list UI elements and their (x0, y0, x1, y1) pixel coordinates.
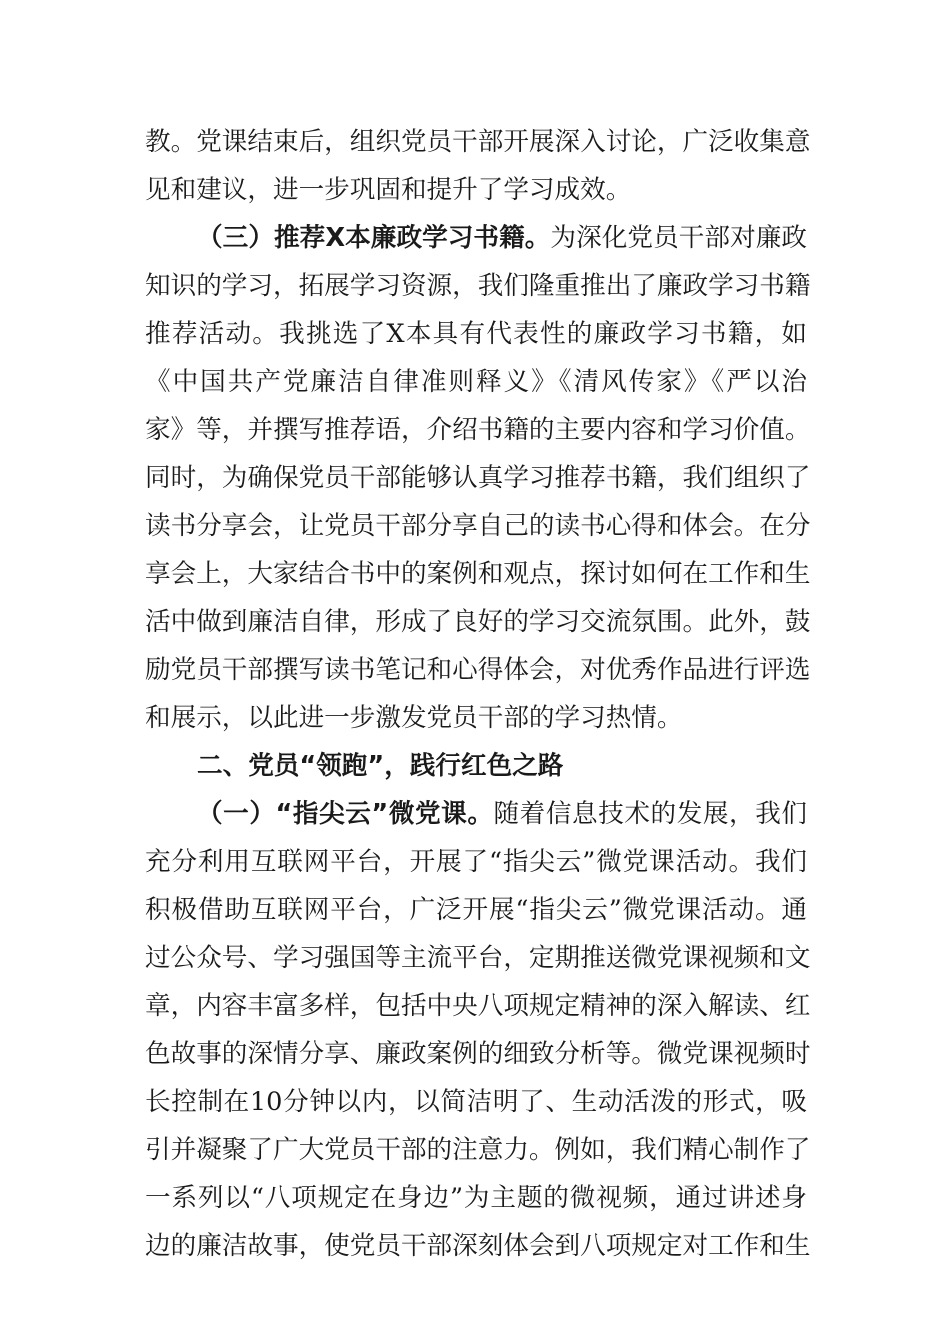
paragraph-line: 和展示，以此进一步激发党员干部的学习热情。 (145, 703, 683, 733)
paragraph-line: 活中做到廉洁自律，形成了良好的学习交流氛围。此外，鼓 (145, 607, 811, 637)
paragraph-line (145, 216, 807, 264)
paragraph-line: 享会上，大家结合书中的案例和观点，探讨如何在工作和生 (145, 559, 811, 589)
paragraph-line: 一系列以“八项规定在身边”为主题的微视频，通过讲述身 (145, 1183, 807, 1213)
section-heading: 二、党员“领跑”，践行红色之路 (197, 751, 564, 781)
document-page (145, 120, 811, 1272)
paragraph-line: 推荐活动。我挑选了X本具有代表性的廉政学习书籍，如 (145, 319, 807, 349)
paragraph-line: 充分利用互联网平台，开展了“指尖云”微党课活动。我们 (145, 847, 807, 877)
paragraph-line: 《中国共产党廉洁自律准则释义》《清风传家》《严以治 (145, 367, 807, 397)
paragraph-line: 引并凝聚了广大党员干部的注意力。例如，我们精心制作了 (145, 1135, 811, 1165)
subsection-title: （三）推荐X本廉政学习书籍。 (197, 223, 551, 253)
subsection-title: （一）“指尖云”微党课。 (197, 799, 494, 829)
paragraph-text: 为深化党员干部对廉政 (550, 223, 807, 253)
paragraph-line: 知识的学习，拓展学习资源，我们隆重推出了廉政学习书籍 (145, 271, 811, 301)
paragraph-line: 读书分享会，让党员干部分享自己的读书心得和体会。在分 (145, 511, 811, 541)
paragraph-line: 同时，为确保党员干部能够认真学习推荐书籍，我们组织了 (145, 463, 811, 493)
paragraph-line: 积极借助互联网平台，广泛开展“指尖云”微党课活动。通 (145, 895, 807, 925)
paragraph-line: 励党员干部撰写读书笔记和心得体会，对优秀作品进行评选 (145, 655, 811, 685)
paragraph-line: 长控制在10分钟以内，以简洁明了、生动活泼的形式，吸 (145, 1087, 807, 1117)
paragraph-line: 章，内容丰富多样，包括中央八项规定精神的深入解读、红 (145, 991, 811, 1021)
paragraph-text: 随着信息技术的发展，我们 (493, 799, 807, 829)
paragraph-line: 见和建议，进一步巩固和提升了学习成效。 (145, 175, 632, 205)
paragraph-line: 边的廉洁故事，使党员干部深刻体会到八项规定对工作和生 (145, 1231, 811, 1261)
paragraph-line: 色故事的深情分享、廉政案例的细致分析等。微党课视频时 (145, 1039, 811, 1069)
paragraph-line: 教。党课结束后，组织党员干部开展深入讨论，广泛收集意 (145, 127, 811, 157)
paragraph-line (145, 792, 807, 840)
paragraph-line: 过公众号、学习强国等主流平台，定期推送微党课视频和文 (145, 943, 811, 973)
paragraph-line: 家》等，并撰写推荐语，介绍书籍的主要内容和学习价值。 (145, 415, 811, 445)
